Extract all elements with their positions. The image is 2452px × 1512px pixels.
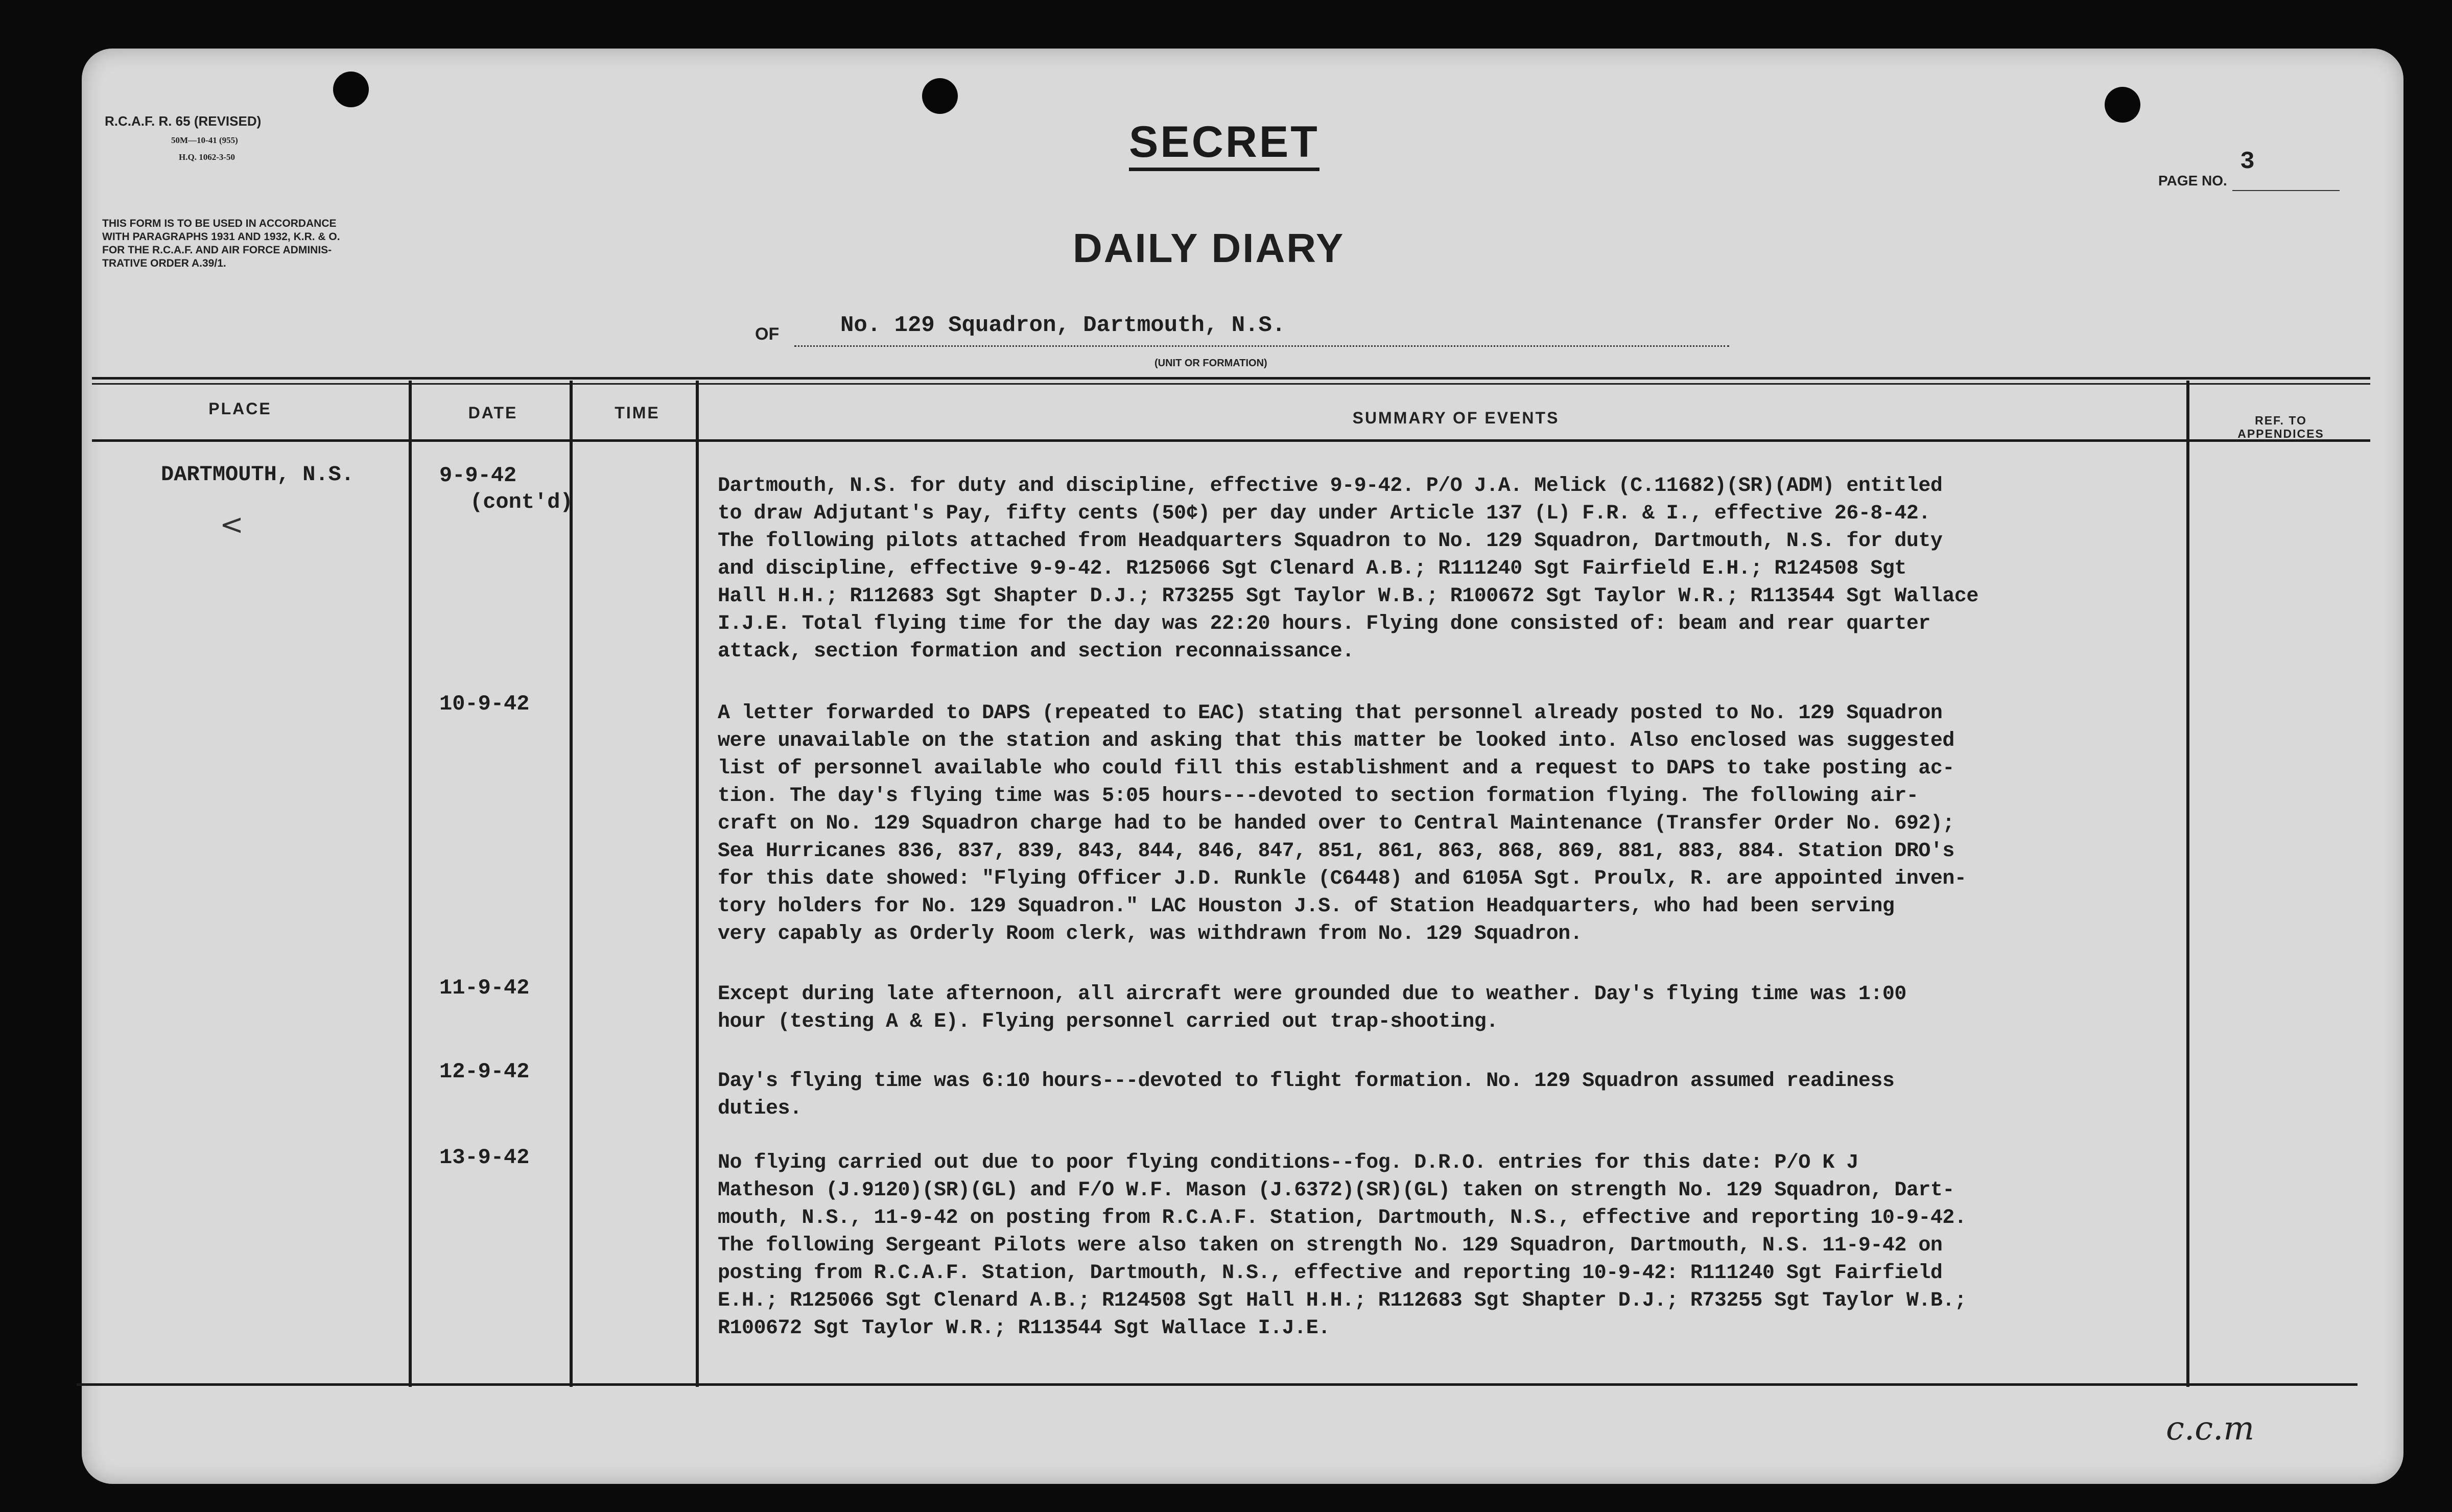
summary-line: list of personnel available who could fill this establishment and a request to DAPS to take posting ac- (718, 757, 1954, 780)
summary-line: Day's flying time was 6:10 hours---devoted to flight formation. No. 129 Squadron assumed readiness (718, 1070, 1895, 1093)
table-top-rule-inner (92, 383, 2370, 385)
summary-line: I.J.E. Total flying time for the day was 22:20 hours. Flying done consisted of: beam and rear quarter (718, 612, 1930, 635)
page-title: DAILY DIARY (1073, 225, 1345, 271)
summary-line: The following Sergeant Pilots were also taken on strength No. 129 Squadron, Dartmouth, N.S. 11-9-42 on (718, 1234, 1943, 1257)
summary-line: No flying carried out due to poor flying conditions--fog. D.R.O. entries for this date: P/O K J (718, 1151, 1858, 1174)
unit-underline (794, 345, 1729, 347)
column-header-summary: SUMMARY OF EVENTS (1352, 409, 1560, 427)
entry-summary (718, 1149, 2186, 1342)
place-value: DARTMOUTH, N.S. (161, 462, 355, 487)
summary-line: tory holders for No. 129 Squadron." LAC Houston J.S. of Station Headquarters, who had been serving (718, 895, 1895, 918)
summary-line: Dartmouth, N.S. for duty and discipline, effective 9-9-42. P/O J.A. Melick (C.11682)(SR)(ADM) entitled (718, 475, 1943, 498)
entry-date: 11-9-42 (439, 976, 530, 1000)
entry-summary (718, 700, 2186, 948)
column-header-ref (2197, 414, 2365, 440)
form-number: R.C.A.F. R. 65 (REVISED) (105, 113, 262, 129)
unit-name: No. 129 Squadron, Dartmouth, N.S. (840, 313, 1286, 338)
summary-line: A letter forwarded to DAPS (repeated to EAC) stating that personnel already posted to No. 129 Squadron (718, 702, 1943, 725)
entry-date: 10-9-42 (439, 692, 530, 716)
page-number-label: PAGE NO. (2158, 173, 2227, 188)
summary-line: for this date showed: "Flying Officer J.D. Runkle (C6448) and 6105A Sgt. Proulx, R. are appointed inven- (718, 867, 1967, 890)
unit-caption: (UNIT OR FORMATION) (1154, 358, 1267, 369)
print-code-1: 50M—10-41 (955) (171, 135, 238, 145)
summary-line: and discipline, effective 9-9-42. R125066 Sgt Clenard A.B.; R111240 Sgt Fairfield E.H.; R124508 Sgt (718, 557, 1906, 580)
entry-summary (718, 981, 2186, 1036)
summary-line: posting from R.C.A.F. Station, Dartmouth, N.S., effective and reporting 10-9-42: R111240 Sgt Fairfield (718, 1262, 1943, 1285)
summary-line: R100672 Sgt Taylor W.R.; R113544 Sgt Wallace I.J.E. (718, 1317, 1330, 1340)
summary-line: E.H.; R125066 Sgt Clenard A.B.; R124508 Sgt Hall H.H.; R112683 Sgt Shapter D.J.; R73255 Sgt Taylor W.B.; (718, 1289, 1967, 1312)
summary-line: attack, section formation and section reconnaissance. (718, 640, 1354, 663)
entry-summary (718, 1068, 2186, 1123)
instruction-line: THIS FORM IS TO BE USED IN ACCORDANCE (102, 218, 337, 229)
summary-line: mouth, N.S., 11-9-42 on posting from R.C.A.F. Station, Dartmouth, N.S., effective and reporting 10-9-42. (718, 1207, 1967, 1230)
summary-line: The following pilots attached from Headquarters Squadron to No. 129 Squadron, Dartmouth, N.S. for duty (718, 530, 1943, 553)
summary-line: were unavailable on the station and asking that this matter be looked into. Also enclosed was suggested (718, 729, 1954, 752)
entry-date-note: (cont'd) (470, 490, 573, 514)
punch-hole-right (2105, 87, 2140, 123)
print-code-2: H.Q. 1062-3-50 (179, 152, 235, 162)
summary-line: duties. (718, 1097, 802, 1120)
summary-line: Sea Hurricanes 836, 837, 839, 843, 844, 846, 847, 851, 861, 863, 868, 869, 881, 883, 884. Station DRO's (718, 840, 1954, 863)
table-bottom-rule (77, 1383, 2357, 1386)
instruction-line: TRATIVE ORDER A.39/1. (102, 257, 226, 269)
column-header-ref-line: REF. TO (2255, 414, 2307, 427)
summary-line: hour (testing A & E). Flying personnel carried out trap-shooting. (718, 1010, 1498, 1033)
page-number: 3 (2240, 148, 2255, 176)
summary-line: Hall H.H.; R112683 Sgt Shapter D.J.; R73255 Sgt Taylor W.B.; R100672 Sgt Taylor W.R.; R113544 Sgt Wallace (718, 585, 1978, 608)
entry-date-value: 9-9-42 (439, 463, 517, 488)
summary-line: craft on No. 129 Squadron charge had to be handed over to Central Maintenance (Transfer Order No. 692); (718, 812, 1954, 835)
punch-hole-center (922, 78, 958, 114)
column-divider-time (696, 381, 699, 1387)
entry-date (439, 462, 573, 515)
entry-date: 13-9-42 (439, 1145, 530, 1170)
instruction-line: FOR THE R.C.A.F. AND AIR FORCE ADMINIS- (102, 244, 332, 256)
summary-line: Matheson (J.9120)(SR)(GL) and F/O W.F. Mason (J.6372)(SR)(GL) taken on strength No. 129 Squadron, Dart- (718, 1179, 1954, 1202)
column-header-time: TIME (615, 404, 660, 422)
instruction-line: WITH PARAGRAPHS 1931 AND 1932, K.R. & O. (102, 231, 340, 243)
entry-summary (718, 472, 2186, 666)
entry-date: 12-9-42 (439, 1059, 530, 1084)
pencil-mark: < (220, 508, 244, 541)
form-instructions (102, 217, 536, 270)
punch-hole-left (333, 72, 369, 107)
table-top-rule (92, 377, 2370, 380)
unit-label: OF (755, 324, 780, 344)
column-divider-date (570, 381, 573, 1387)
header-bottom-rule (92, 439, 2370, 442)
summary-line: Except during late afternoon, all aircraft were grounded due to weather. Day's flying time was 1:00 (718, 983, 1906, 1006)
column-divider-summary (2186, 381, 2189, 1387)
column-header-place: PLACE (208, 399, 272, 418)
classification-stamp: SECRET (1129, 119, 1319, 171)
summary-line: to draw Adjutant's Pay, fifty cents (50¢) per day under Article 137 (L) F.R. & I., effective 26-8-42. (718, 502, 1930, 525)
summary-line: very capably as Orderly Room clerk, was withdrawn from No. 129 Squadron. (718, 923, 1583, 946)
summary-line: tion. The day's flying time was 5:05 hours---devoted to section formation flying. The following air- (718, 785, 1919, 808)
column-header-ref-line: APPENDICES (2237, 427, 2324, 440)
column-header-date: DATE (468, 404, 518, 422)
column-divider-place (409, 381, 412, 1387)
page-number-line (2232, 190, 2340, 191)
handwritten-initials: c.c.m (2166, 1410, 2255, 1448)
